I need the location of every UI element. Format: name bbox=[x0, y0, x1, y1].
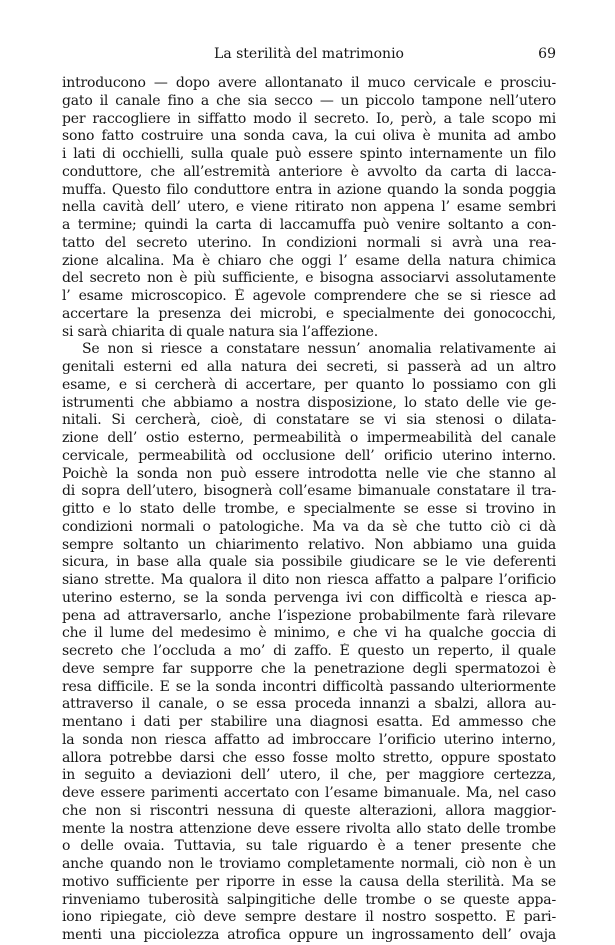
text-line: secreto che l’occluda a mo’ di zaffo. È questo un reperto, il quale bbox=[62, 643, 556, 659]
running-head bbox=[62, 44, 556, 64]
text-line: nella cavità dell’ utero, e viene ritirato non appena l’ esame sembri bbox=[62, 199, 556, 216]
text-line: pena ad attraversarlo, anche l’ispezione probabilmente farà rilevare bbox=[62, 607, 556, 624]
text-line: anche quando non le troviamo completamente normali, ciò non è un bbox=[62, 856, 556, 872]
text-line: a termine; quindi la carta di laccamuffa può venire soltanto a con- bbox=[62, 217, 556, 233]
text-line: gitto e lo stato delle trombe, e specialmente se esse si trovino in bbox=[62, 501, 556, 517]
text-line: rinveniamo tuberosità salpingitiche delle trombe o se queste appa- bbox=[62, 891, 556, 908]
text-line: resa difficile. E se la sonda incontri difficoltà passando ulteriormente bbox=[62, 678, 556, 695]
text-line: istrumenti che abbiamo a nostra disposizione, lo stato delle vie ge- bbox=[62, 394, 556, 411]
text-line: gato il canale fino a che sia secco — un piccolo tampone nell’utero bbox=[62, 92, 556, 109]
text-line: sicura, in base alla quale sia possibile giudicare se le vie deferenti bbox=[62, 554, 556, 571]
text-line: deve essere parimenti accertato con l’esame bimanuale. Ma, nel caso bbox=[62, 785, 556, 801]
text-line: conduttore, che all’estremità anteriore è avvolto da carta di laccа- bbox=[62, 163, 556, 180]
text-line: Se non si riesce a constatare nessun’ anomalia relativamente ai bbox=[82, 341, 556, 358]
text-line: mentano i dati per stabilire una diagnosi esatta. Ed ammesso che bbox=[62, 714, 556, 730]
text-line: condizioni normali o patologiche. Ma va da sè che tutto ciò ci dà bbox=[62, 518, 556, 535]
text-line: Poichè la sonda non può essere introdotta nelle vie che stanno al bbox=[62, 465, 556, 482]
text-line: uterino esterno, se la sonda pervenga ivi con difficoltà e riesca ap- bbox=[62, 589, 556, 606]
text-line: che il lume del medesimo è minimo, e che vi ha qualche goccia di bbox=[62, 625, 556, 642]
text-line: esame, e si cercherà di accertare, per quanto lo possiamo con gli bbox=[62, 376, 556, 393]
text-line: muffa. Questo filo conduttore entra in azione quando la sonda poggia bbox=[62, 181, 556, 198]
text-line: cervicale, permeabilità od occlusione dell’ orificio uterino interno. bbox=[62, 447, 556, 464]
text-line: siano strette. Ma qualora il dito non riesca affatto a palpare l’orificio bbox=[62, 572, 556, 588]
text-line: di sopra dell’utero, bisognerà coll’esame bimanuale constatare il tra- bbox=[62, 483, 556, 500]
page-number: 69 bbox=[538, 46, 556, 62]
text-line: l’ esame microscopico. È agevole comprendere che se si riesce ad bbox=[62, 288, 556, 304]
text-line: menti una picciolezza atrofica oppure un ingrossamento dell’ ovaja bbox=[62, 927, 556, 943]
body-text bbox=[62, 75, 556, 945]
text-line: tatto del secreto uterino. In condizioni normali si avrà una rea- bbox=[62, 234, 556, 251]
text-line: zione dell’ ostio esterno, permeabilità o impermeabilità del canale bbox=[62, 430, 556, 446]
text-line: genitali esterni ed alla natura dei secreti, si passerà ad un altro bbox=[62, 359, 556, 375]
text-line: attraverso il canale, o se essa proceda innanzi a sbalzi, allora au- bbox=[62, 696, 556, 713]
text-line: sono fatto costruire una sonda cava, la cui oliva è munita ad ambo bbox=[62, 128, 556, 145]
text-line: deve sempre far supporre che la penetrazione degli spermatozoi è bbox=[62, 660, 556, 677]
text-line: la sonda non riesca affatto ad imbroccare l’orificio uterino interno, bbox=[62, 731, 556, 748]
text-line: del secreto non è più sufficiente, e bisogna associarvi assolutamente bbox=[62, 270, 556, 287]
text-line: allora potrebbe darsi che esso fosse molto stretto, oppure spostato bbox=[62, 749, 556, 766]
text-line: o delle ovaia. Tuttavia, su tale riguardo è a tener presente che bbox=[62, 838, 556, 855]
text-line: si sarà chiarita di quale natura sia l’affezione. bbox=[62, 323, 378, 340]
text-line: per raccogliere in siffatto modo il secreto. Io, però, a tale scopo mi bbox=[62, 110, 556, 127]
text-line: nitali. Si cercherà, cioè, di constatare se vi sia stenosi o dilata- bbox=[62, 412, 556, 429]
text-line: motivo sufficiente per riporre in esse la causa della sterilità. Ma se bbox=[62, 873, 556, 890]
text-line: che non si riscontri nessuna di queste alterazioni, allora maggior- bbox=[62, 802, 556, 819]
text-line: accertare la presenza dei microbi, e specialmente dei gonococchi, bbox=[62, 305, 556, 322]
text-line: iono ripiegate, ciò deve sempre destare il nostro sospetto. E pari- bbox=[62, 909, 556, 926]
text-line: zione alcalina. Ma è chiaro che oggi l’ esame della natura chimica bbox=[62, 252, 556, 269]
running-title: La sterilità del matrimonio bbox=[214, 46, 404, 62]
text-line: sempre soltanto un chiarimento relativo. Non abbiamo una guida bbox=[62, 536, 556, 553]
text-line: mente la nostra attenzione deve essere rivolta allo stato delle trombe bbox=[62, 820, 556, 837]
text-line: i lati di occhielli, sulla quale può essere spinto internamente un filo bbox=[62, 146, 556, 162]
text-line: in seguito a deviazioni dell’ utero, il che, per maggiore certezza, bbox=[62, 767, 556, 784]
text-line: introducono — dopo avere allontanato il muco cervicale e prosciu- bbox=[62, 75, 556, 91]
